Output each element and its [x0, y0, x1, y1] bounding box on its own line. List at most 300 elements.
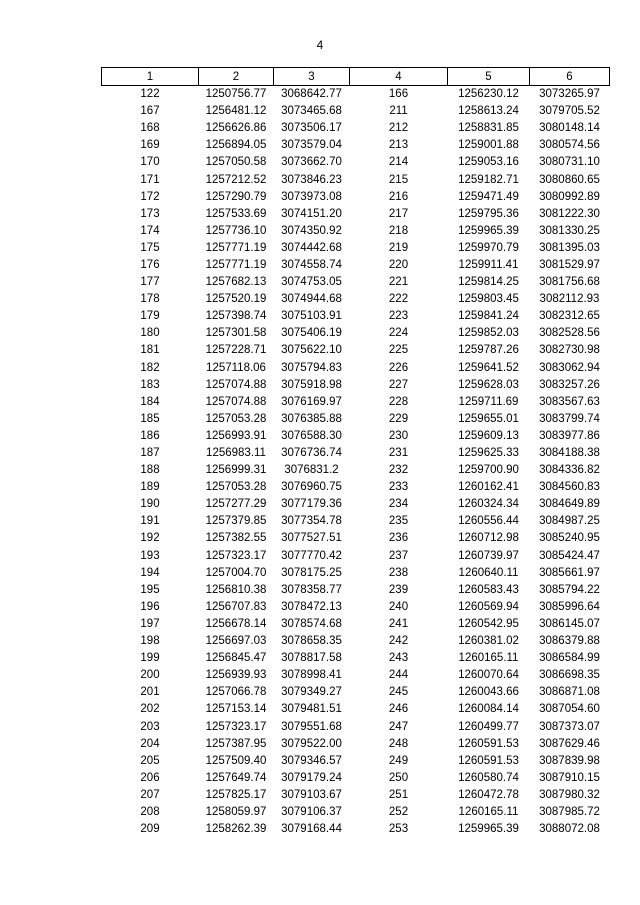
table-cell: 227 — [388, 378, 409, 391]
table-cell: 1260162.41 — [458, 481, 519, 494]
table-row — [102, 308, 610, 325]
table-cell: 197 — [140, 617, 160, 630]
table-row — [102, 189, 610, 206]
table-cell: 1257118.06 — [206, 361, 266, 374]
table-cell: 225 — [388, 344, 409, 357]
table-cell: 3074944.68 — [281, 293, 342, 306]
table-cell: 1257533.69 — [205, 207, 267, 220]
table-cell: 1256939.93 — [205, 669, 267, 682]
table-cell: 223 — [388, 310, 409, 323]
table-cell: 3088072.08 — [539, 823, 600, 836]
table-row — [102, 428, 610, 445]
table-cell: 209 — [140, 823, 160, 836]
table-cell: 196 — [140, 600, 160, 613]
table-cell: 1257771.19 — [205, 241, 267, 254]
table-cell: 3074753.05 — [281, 276, 342, 289]
table-cell: 3077179.36 — [281, 498, 342, 511]
table-cell: 3084188.38 — [539, 447, 600, 460]
table-row — [102, 325, 610, 342]
table-row — [102, 223, 610, 240]
table-cell: 3083062.94 — [539, 361, 600, 374]
table-cell: 192 — [140, 532, 160, 545]
table-cell: 1260165.11 — [458, 652, 519, 665]
table-cell: 3084560.83 — [539, 481, 600, 494]
table-cell: 1259803.45 — [458, 293, 519, 306]
table-cell: 3078658.35 — [281, 635, 342, 648]
table-cell: 3073265.97 — [539, 88, 600, 101]
table-cell: 1260569.94 — [458, 600, 519, 613]
table-cell: 3075794.83 — [281, 361, 342, 374]
table-cell: 1257379.85 — [205, 515, 267, 528]
table-cell: 182 — [140, 361, 160, 374]
table-cell: 1259787.26 — [458, 344, 519, 357]
table-cell: 3073973.08 — [281, 190, 342, 203]
table-cell: 190 — [140, 498, 160, 511]
table-cell: 1259471.49 — [458, 190, 519, 203]
table-cell: 3083567.63 — [539, 395, 600, 408]
table-cell: 3085424.47 — [539, 549, 600, 562]
table-cell: 1260324.34 — [458, 498, 519, 511]
page-number: 4 — [316, 38, 324, 52]
table-cell: 3073846.23 — [281, 173, 342, 186]
table-row — [102, 821, 610, 838]
table-row — [102, 206, 610, 223]
table-cell: 179 — [140, 310, 160, 323]
table-cell: 1259970.79 — [458, 241, 519, 254]
table-cell: 1257398.74 — [205, 310, 267, 323]
table-cell: 3083799.74 — [539, 412, 600, 425]
table-cell: 1257153.14 — [205, 703, 267, 716]
table-cell: 185 — [140, 412, 160, 425]
table-cell: 1257509.40 — [205, 754, 267, 767]
table-cell: 1260043.66 — [458, 686, 519, 699]
table-cell: 1257323.17 — [205, 549, 267, 562]
table-cell: 224 — [388, 327, 409, 340]
table-cell: 169 — [140, 139, 160, 152]
table-cell: 1259814.25 — [458, 276, 519, 289]
table-cell: 233 — [388, 481, 409, 494]
table-row — [102, 462, 610, 479]
table-cell: 208 — [140, 805, 160, 818]
table-cell: 3073506.17 — [281, 122, 342, 135]
table-cell: 3073465.68 — [281, 105, 342, 118]
table-cell: 221 — [388, 276, 409, 289]
table-cell: 1256999.31 — [205, 464, 267, 477]
table-cell: 180 — [140, 327, 160, 340]
table-cell: 1257323.17 — [205, 720, 267, 733]
table-cell: 1257053.28 — [205, 412, 267, 425]
table-cell: 1256678.14 — [205, 617, 267, 630]
table-cell: 213 — [388, 139, 409, 152]
table-row — [102, 582, 610, 599]
table-cell: 3080574.56 — [539, 139, 600, 152]
table-cell: 3076960.75 — [281, 481, 342, 494]
table-cell: 1259609.13 — [458, 429, 519, 442]
table-cell: 176 — [140, 258, 160, 271]
table-row — [102, 650, 610, 667]
table-row — [102, 530, 610, 547]
table-cell: 3085240.95 — [539, 532, 600, 545]
table-cell: 231 — [388, 447, 409, 460]
table-cell: 239 — [388, 583, 409, 596]
table-cell: 181 — [140, 344, 160, 357]
table-cell: 3086379.88 — [539, 635, 600, 648]
col-header-4: 4 — [350, 68, 448, 86]
table-cell: 219 — [388, 241, 409, 254]
table-cell: 1256845.47 — [205, 652, 267, 665]
table-cell: 186 — [140, 429, 160, 442]
table-cell: 1257074.88 — [205, 378, 267, 391]
table-cell: 3086698.35 — [539, 669, 600, 682]
table-cell: 1257825.17 — [205, 788, 267, 801]
table-cell: 1256230.12 — [458, 88, 519, 101]
table-row — [102, 86, 610, 104]
col-header-6: 6 — [530, 68, 610, 86]
col-header-2: 2 — [199, 68, 274, 86]
table-cell: 3087629.46 — [539, 737, 600, 750]
table-cell: 3084336.82 — [539, 464, 600, 477]
table-cell: 218 — [388, 224, 409, 237]
table-cell: 1260165.11 — [458, 805, 519, 818]
table-cell: 1257066.78 — [205, 686, 267, 699]
table-row — [102, 257, 610, 274]
table-cell: 3075406.19 — [281, 327, 342, 340]
table-cell: 174 — [140, 224, 160, 237]
coordinates-table — [101, 67, 610, 838]
table-cell: 1259001.88 — [458, 139, 519, 152]
table-row — [102, 240, 610, 257]
table-cell: 214 — [388, 156, 409, 169]
table-cell: 3080860.65 — [539, 173, 600, 186]
table-cell: 3079106.37 — [281, 805, 342, 818]
table-row — [102, 171, 610, 188]
table-cell: 1259841.24 — [458, 310, 519, 323]
table-cell: 222 — [388, 293, 409, 306]
table-cell: 199 — [140, 652, 160, 665]
table-cell: 249 — [388, 754, 409, 767]
table-cell: 172 — [140, 190, 160, 203]
table-cell: 170 — [140, 156, 160, 169]
table-cell: 3078817.58 — [281, 652, 342, 665]
table-cell: 236 — [388, 532, 409, 545]
table-cell: 3087910.15 — [539, 771, 600, 784]
table-cell: 230 — [388, 429, 409, 442]
table-row — [102, 633, 610, 650]
table-cell: 3082730.98 — [539, 344, 600, 357]
col-header-3: 3 — [274, 68, 350, 86]
table-cell: 3078574.68 — [281, 617, 342, 630]
table-cell: 3079346.57 — [281, 754, 342, 767]
table-cell: 1260542.95 — [458, 617, 519, 630]
table-cell: 3073579.04 — [281, 139, 342, 152]
table-cell: 3082312.65 — [539, 310, 600, 323]
table-cell: 3086871.08 — [539, 686, 600, 699]
table-cell: 3081222.30 — [539, 207, 600, 220]
table-cell: 250 — [388, 771, 409, 784]
table-cell: 200 — [140, 669, 160, 682]
table-row — [102, 411, 610, 428]
table-cell: 1259911.41 — [458, 258, 519, 271]
col-header-5: 5 — [448, 68, 530, 86]
table-body — [102, 86, 610, 839]
table-row — [102, 616, 610, 633]
table-cell: 242 — [388, 635, 409, 648]
table-row — [102, 479, 610, 496]
table-cell: 3078998.41 — [281, 669, 342, 682]
table-cell: 1256697.03 — [205, 635, 267, 648]
table-cell: 1258831.85 — [458, 122, 519, 135]
table-row — [102, 736, 610, 753]
table-cell: 3077770.42 — [281, 549, 342, 562]
table-cell: 3078358.77 — [281, 583, 342, 596]
table-cell: 1257053.28 — [205, 481, 267, 494]
table-cell: 1259711.69 — [458, 395, 519, 408]
table-row — [102, 154, 610, 171]
table-cell: 247 — [388, 720, 409, 733]
table-cell: 1257649.74 — [205, 771, 267, 784]
table-cell: 211 — [389, 105, 408, 118]
table-cell: 212 — [388, 122, 409, 135]
table-cell: 189 — [140, 481, 160, 494]
table-cell: 1250756.77 — [205, 88, 267, 101]
table-cell: 243 — [388, 652, 409, 665]
table-cell: 220 — [388, 258, 409, 271]
table-row — [102, 360, 610, 377]
table-cell: 1259655.01 — [458, 412, 519, 425]
table-row — [102, 377, 610, 394]
table-cell: 1257771.19 — [205, 258, 267, 271]
table-row — [102, 513, 610, 530]
table-cell: 3079705.52 — [539, 105, 600, 118]
table-row — [102, 394, 610, 411]
table-cell: 3075622.10 — [281, 344, 342, 357]
table-cell: 1256993.91 — [205, 429, 267, 442]
table-cell: 3078175.25 — [281, 566, 342, 579]
table-row — [102, 684, 610, 701]
table-cell: 1257382.55 — [205, 532, 267, 545]
table-cell: 206 — [140, 771, 160, 784]
table-cell: 3081756.68 — [539, 276, 600, 289]
table-cell: 240 — [388, 600, 409, 613]
table-cell: 1259700.90 — [458, 464, 519, 477]
table-cell: 183 — [140, 378, 160, 391]
table-row — [102, 718, 610, 735]
table-cell: 1260499.77 — [458, 720, 519, 733]
table-cell: 215 — [388, 173, 409, 186]
table-cell: 3074151.20 — [281, 207, 342, 220]
table-cell: 1259182.71 — [458, 173, 519, 186]
table-cell: 1257290.79 — [205, 190, 267, 203]
table-cell: 1259965.39 — [458, 823, 519, 836]
table-cell: 3079522.00 — [281, 737, 342, 750]
table-row — [102, 701, 610, 718]
table-cell: 122 — [140, 88, 160, 101]
table-cell: 1260591.53 — [458, 737, 519, 750]
table-row — [102, 103, 610, 120]
table-cell: 198 — [140, 635, 160, 648]
table-cell: 1259795.36 — [458, 207, 519, 220]
table-cell: 3073662.70 — [281, 156, 342, 169]
table-cell: 1260583.43 — [458, 583, 519, 596]
table-cell: 1256481.12 — [205, 105, 267, 118]
table-cell: 3080731.10 — [539, 156, 600, 169]
table-cell: 3077354.78 — [281, 515, 342, 528]
table-cell: 251 — [388, 788, 409, 801]
table-cell: 3076169.97 — [281, 395, 342, 408]
table-cell: 1257520.19 — [205, 293, 267, 306]
table-cell: 248 — [388, 737, 409, 750]
table-cell: 1256983.11 — [206, 447, 266, 460]
table-cell: 178 — [140, 293, 160, 306]
table-cell: 166 — [388, 88, 409, 101]
table-cell: 3087054.60 — [539, 703, 600, 716]
table-row — [102, 274, 610, 291]
table-cell: 3085794.22 — [539, 583, 600, 596]
table-cell: 1257074.88 — [205, 395, 267, 408]
table-cell: 1258262.39 — [205, 823, 267, 836]
table-cell: 252 — [388, 805, 409, 818]
table-cell: 1257050.58 — [205, 156, 267, 169]
table-cell: 194 — [140, 566, 160, 579]
table-cell: 1258059.97 — [205, 805, 267, 818]
table-row — [102, 120, 610, 137]
table-cell: 3076831.2 — [284, 464, 339, 477]
table-cell: 1260640.11 — [458, 566, 519, 579]
table-cell: 167 — [140, 105, 160, 118]
table-row — [102, 496, 610, 513]
table-cell: 3087839.98 — [539, 754, 600, 767]
table-cell: 3074350.92 — [281, 224, 342, 237]
table-cell: 226 — [388, 361, 409, 374]
table-row — [102, 291, 610, 308]
table-row — [102, 770, 610, 787]
table-cell: 191 — [140, 515, 160, 528]
table-row — [102, 565, 610, 582]
table-cell: 1260580.74 — [458, 771, 519, 784]
table-cell: 201 — [140, 686, 160, 699]
table-cell: 235 — [388, 515, 409, 528]
table-row — [102, 342, 610, 359]
table-cell: 171 — [140, 173, 160, 186]
table-cell: 3081330.25 — [539, 224, 600, 237]
table-cell: 175 — [140, 241, 160, 254]
table-cell: 3078472.13 — [281, 600, 342, 613]
table-cell: 3081395.03 — [539, 241, 600, 254]
table-cell: 207 — [140, 788, 160, 801]
table-row — [102, 548, 610, 565]
table-cell: 1257682.13 — [205, 276, 267, 289]
table-header — [102, 68, 610, 86]
table-cell: 3086584.99 — [539, 652, 600, 665]
table-cell: 3076588.30 — [281, 429, 342, 442]
table-cell: 3087985.72 — [539, 805, 600, 818]
table-cell: 245 — [388, 686, 409, 699]
table-cell: 1260084.14 — [458, 703, 519, 716]
table-cell: 237 — [388, 549, 409, 562]
table-cell: 202 — [140, 703, 160, 716]
table-cell: 1260591.53 — [458, 754, 519, 767]
table-cell: 173 — [140, 207, 160, 220]
table-row — [102, 445, 610, 462]
table-cell: 1260739.97 — [458, 549, 519, 562]
table-cell: 3079481.51 — [281, 703, 342, 716]
table-cell: 3076385.88 — [281, 412, 342, 425]
table-cell: 204 — [140, 737, 160, 750]
table-cell: 3079551.68 — [281, 720, 342, 733]
table-cell: 232 — [388, 464, 409, 477]
table-cell: 1260556.44 — [458, 515, 519, 528]
table-cell: 1256626.86 — [205, 122, 267, 135]
table-cell: 246 — [388, 703, 409, 716]
table-row — [102, 753, 610, 770]
table-cell: 3076736.74 — [281, 447, 342, 460]
table-cell: 228 — [388, 395, 409, 408]
table-cell: 216 — [388, 190, 409, 203]
table-cell: 229 — [388, 412, 409, 425]
table-cell: 1260381.02 — [458, 635, 519, 648]
table-cell: 3080992.89 — [539, 190, 600, 203]
table-cell: 217 — [388, 207, 409, 220]
table-cell: 3074442.68 — [281, 241, 342, 254]
table-cell: 1259625.33 — [458, 447, 519, 460]
table-cell: 3079103.67 — [281, 788, 342, 801]
table-cell: 1259641.52 — [458, 361, 519, 374]
table-row — [102, 667, 610, 684]
table-cell: 1260472.78 — [458, 788, 519, 801]
table-cell: 3080148.14 — [539, 122, 600, 135]
table-cell: 234 — [388, 498, 409, 511]
table-row — [102, 137, 610, 154]
table-cell: 244 — [388, 669, 409, 682]
table-cell: 1260070.64 — [458, 669, 519, 682]
table-cell: 238 — [388, 566, 409, 579]
table-cell: 3085996.64 — [539, 600, 600, 613]
table-cell: 3081529.97 — [539, 258, 600, 271]
header-row — [102, 68, 610, 86]
table-cell: 1256894.05 — [205, 139, 267, 152]
table-cell: 188 — [140, 464, 160, 477]
col-header-1: 1 — [102, 68, 199, 86]
table-cell: 1257277.29 — [205, 498, 267, 511]
table-cell: 3079349.27 — [281, 686, 342, 699]
table-cell: 3085661.97 — [539, 566, 600, 579]
table-cell: 1259053.16 — [458, 156, 519, 169]
table-cell: 1259852.03 — [458, 327, 519, 340]
table-cell: 3087980.32 — [539, 788, 600, 801]
table-cell: 3084987.25 — [539, 515, 600, 528]
table-cell: 1256810.38 — [205, 583, 267, 596]
table-cell: 203 — [140, 720, 160, 733]
table-cell: 241 — [388, 617, 409, 630]
table-cell: 3083977.86 — [539, 429, 600, 442]
table-cell: 3075103.91 — [281, 310, 342, 323]
table-cell: 3084649.89 — [539, 498, 600, 511]
table-cell: 1256707.83 — [205, 600, 267, 613]
table-cell: 1257736.10 — [205, 224, 267, 237]
table-cell: 193 — [140, 549, 160, 562]
table-cell: 1260712.98 — [458, 532, 519, 545]
table-cell: 184 — [140, 395, 160, 408]
table-row — [102, 599, 610, 616]
table-cell: 1259965.39 — [458, 224, 519, 237]
table-cell: 1259628.03 — [458, 378, 519, 391]
table-cell: 1257212.52 — [205, 173, 267, 186]
table-cell: 3075918.98 — [281, 378, 342, 391]
table-row — [102, 787, 610, 804]
table-cell: 3087373.07 — [539, 720, 600, 733]
table-cell: 1257004.70 — [205, 566, 267, 579]
table-cell: 195 — [140, 583, 160, 596]
